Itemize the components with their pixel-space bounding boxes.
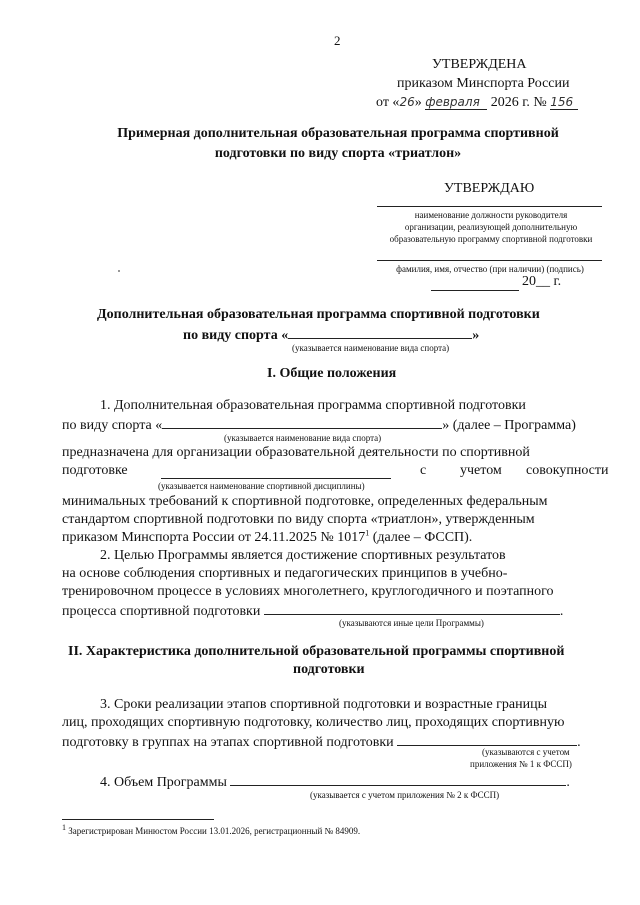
program-title-line-2 [183, 326, 479, 344]
p3-line-2: лиц, проходящих спортивную подготовку, количество лиц, проходящих спортивную [62, 715, 565, 730]
other-goals-blank [264, 602, 560, 615]
footnote-text: Зарегистрирован Минюстом России 13.01.2026, регистрационный № 84909. [66, 826, 361, 836]
p2-line-3: тренировочном процессе в условиях многолетнего, круглогодичного и поэтапного [62, 584, 554, 599]
document-title-line-1: Примерная дополнительная образовательная программа спортивной [117, 126, 559, 141]
p1-line-7-prefix: приказом Минспорта России от 24.11.2025 № 1017 [62, 530, 366, 545]
section-2-heading-line-1: II. Характеристика дополнительной образовательной программы спортивной [68, 644, 565, 659]
approval-date-year: 2026 г. № [490, 95, 547, 110]
p1-line-7 [62, 530, 472, 546]
p1-line-3: предназначена для организации образовательной деятельности по спортивной [62, 445, 530, 460]
date-line [431, 290, 519, 291]
approval-date-day: 26 [399, 95, 415, 109]
section-2-heading-line-2: подготовки [293, 662, 365, 677]
p1-caption-sport: (указывается наименование вида спорта) [224, 433, 382, 443]
sport-name-blank [288, 326, 472, 339]
year-suffix: 20__ г. [522, 274, 562, 289]
p2-line-1: 2. Целью Программы является достижение спортивных результатов [100, 548, 506, 563]
program-title-caption: (указывается наименование вида спорта) [292, 343, 450, 353]
footnote-marker: 1 [62, 823, 66, 832]
approval-date-month: февраля [425, 95, 487, 110]
p1-caption-discipline: (указывается наименование спортивной дисциплины) [158, 481, 365, 491]
approval-title: УТВЕРЖДЕНА [432, 57, 527, 72]
p4-suffix: . [566, 775, 570, 790]
p2-line-4 [62, 602, 563, 620]
p1-line-4-w1: учетом [460, 463, 502, 478]
program-title-suffix: » [472, 328, 480, 343]
p1-line-2 [62, 416, 576, 434]
p2-caption: (указываются иные цели Программы) [339, 618, 484, 628]
approval-date-mid: » [414, 95, 422, 110]
footnote-separator [62, 819, 214, 820]
p1-line-2-prefix: по виду спорта « [62, 418, 163, 433]
name-caption: фамилия, имя, отчество (при наличии) (подпись) [396, 264, 584, 274]
p1-line-2-suffix: » (далее – Программа) [442, 418, 576, 433]
p1-line-6: стандартом спортивной подготовки по виду спорта «триатлон», утвержденным [62, 512, 535, 527]
stages-blank [397, 733, 577, 746]
approval-order-of: приказом Минспорта России [397, 76, 570, 91]
p1-line-4-mid: с [420, 463, 427, 478]
p1-line-4-w2: совокупности [526, 463, 609, 478]
p2-line-4-suffix: . [559, 604, 564, 619]
p4-line [100, 773, 570, 791]
volume-blank [230, 773, 566, 786]
page-number: 2 [334, 33, 341, 48]
scan-speck [118, 270, 120, 272]
position-signature-line [377, 206, 602, 207]
position-caption-1: наименование должности руководителя [414, 210, 568, 220]
approve-heading: УТВЕРЖДАЮ [444, 181, 535, 196]
p3-caption-2: приложения № 1 к ФССП) [470, 759, 572, 769]
approval-date-prefix: от « [376, 95, 400, 110]
position-caption-3: образовательную программу спортивной подготовки [389, 234, 593, 244]
p1-line-5: минимальных требований к спортивной подготовке, определенных федеральным [62, 494, 548, 509]
p1-line-4-prefix: подготовке [62, 463, 128, 478]
p2-line-2: на основе соблюдения спортивных и педагогических принципов в учебно- [62, 566, 508, 581]
footnote [62, 823, 361, 836]
p3-caption-1: (указываются с учетом [482, 747, 570, 757]
program-title-prefix: по виду спорта « [183, 328, 289, 343]
position-caption-2: организации, реализующей дополнительную [404, 222, 578, 232]
p1-line-7-suffix: (далее – ФССП). [369, 530, 473, 545]
discipline-blank [161, 478, 391, 479]
approval-date-number: 156 [550, 95, 578, 110]
p2-line-4-prefix: процесса спортивной подготовки [62, 604, 261, 619]
p4-caption: (указывается с учетом приложения № 2 к ФССП) [310, 790, 500, 800]
document-title-line-2: подготовки по виду спорта «триатлон» [214, 146, 462, 161]
approval-date-line [376, 95, 578, 111]
name-signature-line [377, 260, 602, 261]
p1-line-1: 1. Дополнительная образовательная программа спортивной подготовки [100, 398, 526, 413]
section-1-heading: I. Общие положения [267, 366, 397, 381]
p4-prefix: 4. Объем Программы [100, 775, 227, 790]
p3-line-3-prefix: подготовку в группах на этапах спортивной подготовки [62, 735, 394, 750]
program-title-line-1: Дополнительная образовательная программа спортивной подготовки [97, 307, 540, 322]
p3-line-1: 3. Сроки реализации этапов спортивной подготовки и возрастные границы [100, 697, 548, 712]
p3-line-3-suffix: . [577, 735, 581, 750]
sport-name-blank-2 [162, 416, 442, 429]
footnote-ref: 1 [365, 528, 370, 538]
